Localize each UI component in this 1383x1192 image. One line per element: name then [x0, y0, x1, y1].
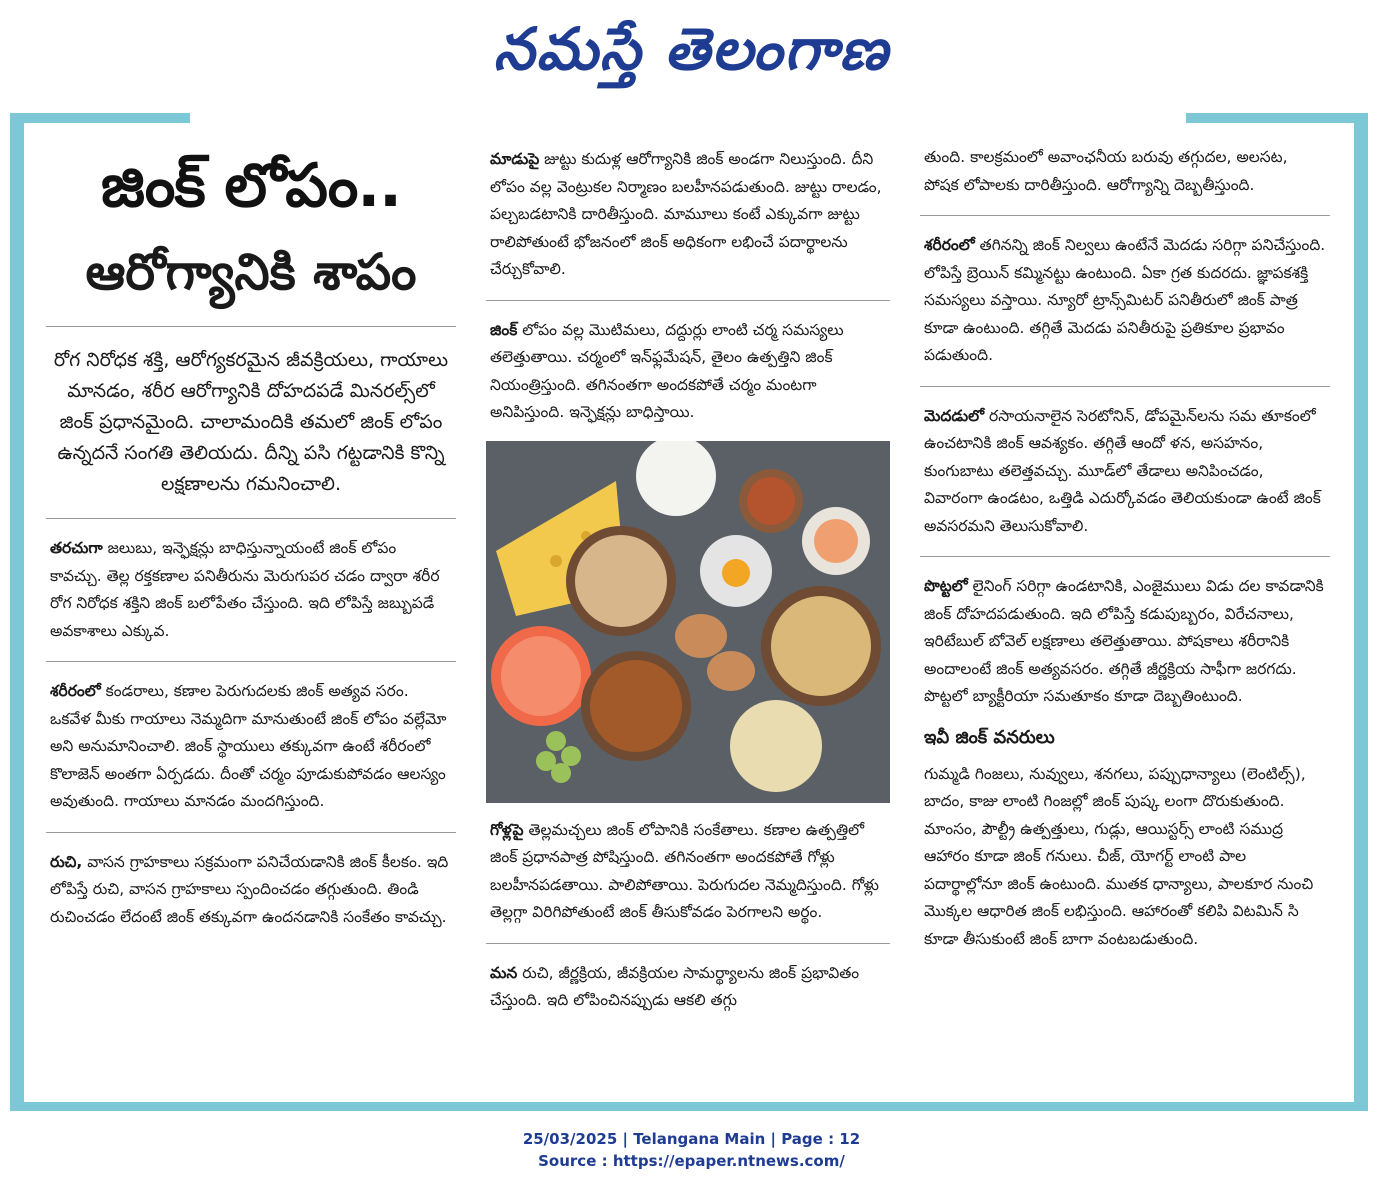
divider: [46, 326, 456, 327]
article-paragraph: [486, 811, 890, 933]
paragraph-text: రుచి, జీర్ణక్రియ, జీవక్రియల సామర్థ్యాలను జింక్ ప్రభావితం చేస్తుంది. ఇది లోపించినప్పుడు ఆకలి తగ్గు: [490, 963, 860, 1009]
article-paragraph: [920, 397, 1330, 547]
paragraph-lead: మాడుపై: [490, 150, 540, 168]
divider: [920, 556, 1330, 557]
paragraph-text: తెల్లమచ్చలు జింక్ లోపానికి సంకేతాలు. కణాల ఉత్పత్తిలో జింక్ ప్రధానపాత్ర పోషిస్తుంది. తగినంతగా అందకపోతే గోళ్లు బలహీనపడతాయి. పాలిపోతాయి. పెరుగుదల నెమ్మదిస్తుంది. గోళ్లు తెల్లగ్గా విరిగిపోతుంటే జింక్ తీసుకోవడం పెరగాలని అర్థం.: [490, 820, 879, 921]
masthead-logo: నమస్తే తెలంగాణ: [493, 15, 890, 83]
column-middle: [486, 140, 890, 1021]
divider: [920, 386, 1330, 387]
column-left: [46, 140, 456, 937]
food-illustration: [486, 441, 890, 803]
footer-date-edition: 25/03/2025 | Telangana Main | Page : 12: [522, 1130, 861, 1148]
paragraph-lead: మన: [490, 963, 518, 982]
article-paragraph: తుంది. కాలక్రమంలో అవాంఛనీయ బరువు తగ్గుదల, అలసట, పోషక లోపాలకు దారితీస్తుంది. ఆరోగ్యాన్ని దెబ్బతీస్తుంది.: [924, 148, 1288, 194]
paragraph-lead: గోళ్లపై: [490, 820, 524, 839]
divider: [486, 300, 890, 301]
article-paragraph: [920, 567, 1330, 717]
article-paragraph: [46, 843, 456, 938]
frame-border-bottom: [10, 1102, 1368, 1111]
paragraph-text: వాసన గ్రాహకాలు సక్రమంగా పనిచేయడానికి జింక్ కీలకం. ఇది లోపిస్తే రుచి, వాసన గ్రాహకాలు స్పందించడం తగ్గుతుంది. తిండి రుచించడం లేదంటే జింక్ తక్కువగా ఉందనడానికి సంకేతం కావచ్చు.: [50, 852, 449, 926]
paragraph-text: జుట్టు కుదుళ్ల ఆరోగ్యానికి జింక్ అండగా నిలుస్తుంది. దీని లోపం వల్ల వెంట్రుకల నిర్మాణం బలహీనపడుతుంది. జుట్టు రాలడం, పల్చబడటానికి దారితీస్తుంది. మామూలు కంటే ఎక్కువగా జుట్టు రాలిపోతుంటే భోజనంలో జింక్ అధికంగా లభించే పదార్థాలను చేర్చుకోవాలి.: [490, 150, 882, 278]
paragraph-lead: మెదడులో: [924, 406, 985, 425]
paragraph-text: రసాయనాలైన సెరటోనిన్, డోపమైన్‌లను సమ తూకంలో ఉంచటానికి జింక్ ఆవశ్యకం. తగ్గితే ఆందో ళన, అసహనం, కుంగుబాటు తలెత్తవచ్చు. మూడ్‌లో తేడాలు అనిపించడం, వివారంగా ఉండటం, ఒత్తిడి ఎదుర్కోవడం తెలియకుండా ఉంటే జింక్ అవసరమని తెలుసుకోవాలి.: [924, 406, 1321, 535]
divider: [920, 215, 1330, 216]
paragraph-text: జలుబు, ఇన్ఫెక్షన్లు బాధిస్తున్నాయంటే జింక్ లోపం కావచ్చు. తెల్ల రక్తకణాల పనితీరును మెరుగుపర చడం ద్వారా శరీర రోగ నిరోధక శక్తిని జింక్ బలోపేతం చేస్తుంది. ఇది లోపిస్తే జబ్బుపడే అవకాశాలు ఎక్కువ.: [50, 539, 440, 640]
headline-line2: ఆరోగ్యానికి శాపం: [85, 243, 417, 301]
paragraph-text: కండరాలు, కణాల పెరుగుదలకు జింక్ అత్యవ సరం. ఒకవేళ మీకు గాయాలు నెమ్మదిగా మానుతుంటే జింక్ లోపం వల్లేమో అని అనుమానించాలి. జింక్ స్థాయులు తక్కువగా ఉంటే శరీరంలో కొలాజెన్ అంతగా ఏర్పడదు. దీంతో చర్మం పూడుకుపోవడం ఆలస్యం అవుతుంది. గాయాలు మానడం మందగిస్తుంది.: [50, 682, 447, 810]
article-paragraph: [920, 226, 1330, 376]
article-paragraph: [486, 311, 890, 433]
paragraph-lead: శరీరంలో: [50, 682, 101, 700]
paragraph-lead: జింక్: [490, 320, 518, 339]
divider: [46, 518, 456, 519]
section-heading: ఇవీ జింక్ వనరులు: [924, 726, 1055, 748]
paragraph-text: లైనింగ్ సరిగ్గా ఉండటానికి, ఎంజైములు విడు దల కావడానికి జింక్ దోహదపడుతుంది. ఇది లోపిస్తే కడుపుబ్బరం, విరేచనాలు, ఇరిటేబుల్ బోవెల్ లక్షణాలు తలెత్తుతాయి. పోషకాలు శరీరానికి అందాలంటే జింక్ అత్యవసరం. తగ్గితే జీర్ణక్రియ సాఫీగా జరగదు. పొట్టలో బ్యాక్టీరియా సమతూకం కూడా దెబ్బతింటుంది.: [924, 577, 1324, 705]
headline-line1: జింక్ లోపం..: [101, 151, 401, 221]
intro-paragraph: రోగ నిరోధక శక్తి, ఆరోగ్యకరమైన జీవక్రియలు, గాయాలు మానడం, శరీర ఆరోగ్యానికి దోహదపడే మినరల్స్‌లో జింక్ ప్రధానమైంది. చాలామందికి తమలో జింక్ లోపం ఉన్నదనే సంగతి తెలియదు. దీన్ని పసి గట్టడానికి కొన్ని లక్షణాలను గమనించాలి.: [53, 349, 449, 495]
rice-cakes: [730, 700, 822, 792]
grapes: [546, 731, 566, 751]
zinc-foods-photo: [486, 441, 890, 803]
frame-border-right: [1354, 113, 1368, 1111]
frame-border-top-left: [10, 113, 190, 123]
frame-border-left: [10, 113, 24, 1111]
divider: [46, 661, 456, 662]
paragraph-text: లోపం వల్ల మొటిమలు, దద్దుర్లు లాంటి చర్మ సమస్యలు తలెత్తుతాయి. చర్మంలో ఇన్‌ఫ్లమేషన్, తైలం ఉత్పత్తిని జింక్ నియంత్రిస్తుంది. తగినంతగా అందకపోతే చర్మం మంటగా అనిపిస్తుంది. ఇన్ఫెక్షన్లు బాధిస్తాయి.: [490, 320, 844, 421]
frame-border-top-right: [1186, 113, 1368, 123]
paragraph-lead: పొట్టలో: [924, 577, 968, 595]
footer-source[interactable]: Source : https://epaper.ntnews.com/: [538, 1152, 845, 1170]
divider: [486, 943, 890, 944]
article-paragraph: గుమ్మడి గింజలు, నువ్వులు, శనగలు, పప్పుధాన్యాలు (లెంటిల్స్), బాదం, కాజు లాంటి గింజల్లో జింక్ పుష్క లంగా దొరుకుతుంది. మాంసం, పౌల్ట్రీ ఉత్పత్తులు, గుడ్లు, ఆయిస్టర్స్ లాంటి సముద్ర ఆహారం కూడా జింక్ గనులు. చీజ్, యోగర్ట్ లాంటి పాల పదార్థాల్లోనూ జింక్ ఉంటుంది. ముతక ధాన్యాలు, పాలకూర నుంచి మొక్కల ఆధారిత జింక్ లభిస్తుంది. ఆహారంతో కలిపి విటమిన్ సి కూడా తీసుకుంటే జింక్ బాగా వంటబడుతుంది.: [924, 764, 1314, 948]
paragraph-lead: తరచుగా: [50, 539, 103, 557]
paragraph-text: తగినన్ని జింక్ నిల్వలు ఉంటేనే మెదడు సరిగ్గా పనిచేస్తుంది. లోపిస్తే బ్రెయిన్ కమ్మినట్టు ఉంటుంది. ఏకా గ్రత కుదరదు. జ్ఞాపకశక్తి సమస్యలు వస్తాయి. న్యూరో ట్రాన్స్‌మిటర్ పనితీరులో జింక్ పాత్ర కూడా ఉంటుంది. తగ్గితే మెదడు పనితీరుపై ప్రతికూల ప్రభావం పడుతుంది.: [924, 236, 1326, 364]
divider: [46, 832, 456, 833]
page-footer: [0, 1128, 1383, 1172]
brown-egg: [675, 614, 727, 658]
article-paragraph: [486, 140, 890, 290]
article-paragraph: [486, 954, 890, 1021]
column-right: [920, 140, 1330, 959]
paragraph-lead: రుచి,: [50, 852, 83, 871]
paragraph-lead: శరీరంలో: [924, 236, 975, 254]
article-paragraph: [46, 672, 456, 822]
article-paragraph: [46, 529, 456, 651]
